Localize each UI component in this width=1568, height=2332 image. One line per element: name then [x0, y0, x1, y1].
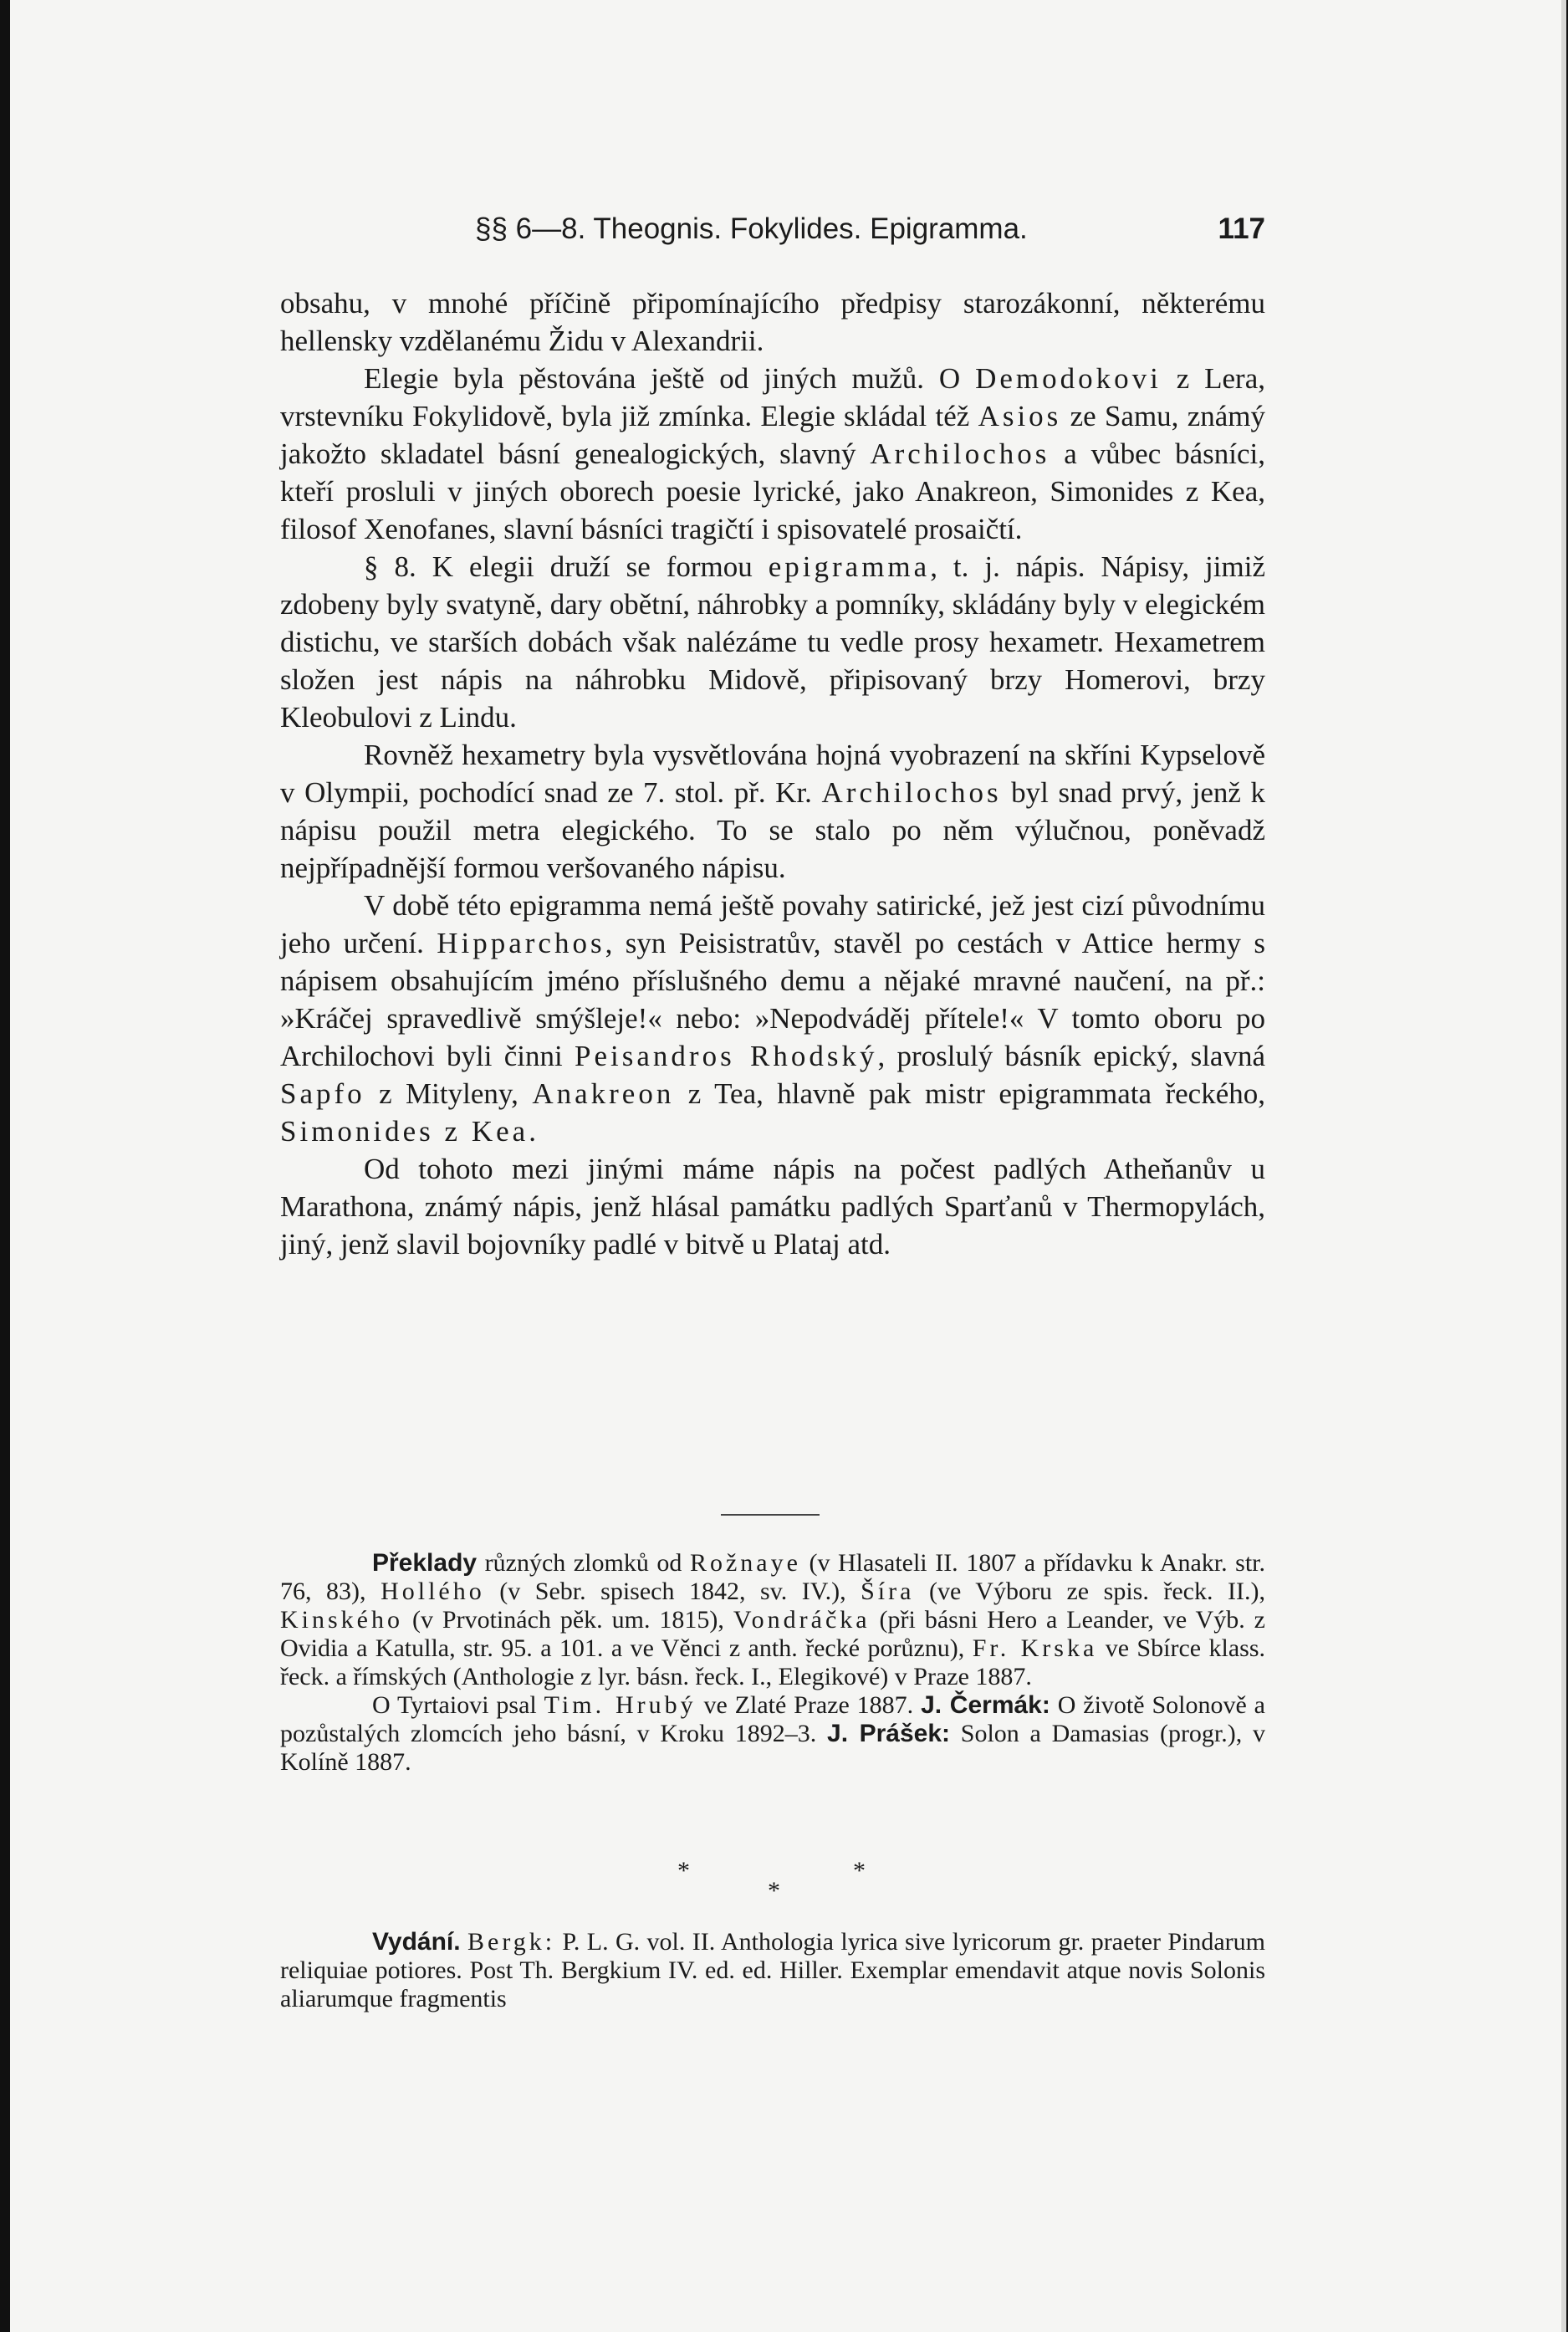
spaced-name: epigramma: [768, 550, 931, 583]
paragraph: [280, 887, 1265, 1150]
spaced-name: Šíra: [861, 1578, 915, 1605]
spaced-name: Simonides z Kea: [280, 1115, 529, 1148]
spaced-name: Demodokovi: [975, 362, 1162, 395]
spaced-name: Vondráčka: [733, 1606, 871, 1634]
page-number: 117: [1218, 212, 1265, 245]
note-label: Vydání.: [372, 1928, 461, 1956]
editions-section: [280, 1928, 1265, 2013]
page-header: [280, 206, 1265, 253]
text-run: , proslulý básník epický, slavná: [877, 1040, 1266, 1072]
spaced-name: Hipparchos: [437, 927, 605, 959]
text-run: O Tyrtaiovi psal: [372, 1691, 544, 1719]
note-paragraph: [280, 1549, 1265, 1691]
text-run: ve Zlaté Praze 1887.: [696, 1691, 922, 1719]
text-run: Rovněž hexametry byla vysvětlována hojná vyobrazení na skříni Kypselově v Olympii, pochodící snad ze 7. stol. př. Kr.: [280, 739, 1265, 809]
spaced-name: Rožnaye: [689, 1549, 801, 1577]
spaced-name: Peisandros Rhodský: [575, 1040, 878, 1072]
asterisk: *: [768, 1877, 780, 1905]
text-run: § 8. K elegii druží se formou: [364, 550, 769, 583]
spaced-name: Fr. Krska: [972, 1634, 1098, 1662]
text-run: z Lera, vrstevníku Fokylidově, byla již zmínka. Elegie skládal též: [280, 362, 1265, 432]
author-name: J. Čermák:: [921, 1691, 1050, 1719]
running-head: §§ 6—8. Theognis. Fokylides. Epigramma.: [475, 212, 1028, 245]
paragraph: [280, 1150, 1265, 1263]
text-run: .: [529, 1115, 536, 1148]
text-run: (ve Výboru ze spis. řeck. II.),: [914, 1578, 1265, 1605]
paragraph: [280, 284, 1265, 360]
text-run: ze Samu, známý jakožto skladatel básní genealogických, slavný: [280, 400, 1265, 470]
text-run: Elegie byla pěstována ještě od jiných mužů. O: [364, 362, 976, 395]
text-run: P. L. G. vol. II. Anthologia lyrica sive lyricorum gr. praeter Pindarum reliquiae potiores. Post Th. Bergkium IV. ed. ed. Hiller. Exemplar emendavit atque novis Solonis aliarumque fragmentis: [280, 1928, 1266, 2012]
spaced-name: Archilochos: [821, 776, 1002, 809]
spaced-name: Asios: [978, 400, 1062, 432]
spaced-name: Sapfo: [280, 1077, 365, 1110]
text-run: (v Sebr. spisech 1842, sv. IV.),: [484, 1578, 861, 1605]
note-paragraph: [280, 1928, 1265, 2013]
text-run: různých zlomků od: [477, 1549, 690, 1577]
text-run: z Mityleny,: [365, 1077, 533, 1110]
note-paragraph: [280, 1691, 1265, 1777]
text-run: , syn Peisistratův, stavěl po cestách v Attice hermy s nápisem obsahujícím jméno příslušného demu a nějaké mravné naučení, na př.: »Kráčej spravedlivě smýšleje!« nebo: »Nepodváděj přítele!« V tomto oboru po Archilochovi byli činni: [280, 927, 1265, 1072]
text-run: a vůbec básníci, kteří prosluli v jiných oborech poesie lyrické, jako Anakreon, Simonides z Kea, filosof Xenofanes, slavní básníci tragičtí i spisovatelé prosaičtí.: [280, 437, 1265, 545]
main-text: [280, 284, 1265, 1263]
author-name: J. Prášek:: [827, 1720, 951, 1747]
spaced-name: Anakreon: [532, 1077, 675, 1110]
paragraph: [280, 736, 1265, 887]
text-run: (v Hlasateli II. 1807 a přídavku k Anakr. str. 76, 83),: [280, 1549, 1265, 1605]
text-run: Solon a Damasias (progr.), v Kolíně 1887.: [280, 1720, 1265, 1776]
spaced-name: Tim. Hrubý: [544, 1691, 697, 1719]
asterisk: *: [853, 1857, 866, 1885]
text-run: z Tea, hlavně pak mistr epigrammata řeckého,: [674, 1077, 1266, 1110]
section-divider: [721, 1514, 820, 1516]
text-run: (při básni Hero a Leander, ve Výb. z Ovidia a Katulla, str. 95. a 101. a ve Věnci z anth. řecké porůznu),: [280, 1606, 1265, 1662]
spaced-name: Kinského: [280, 1606, 403, 1634]
text-run: , t. j. nápis. Nápisy, jimiž zdobeny byly svatyně, dary obětní, náhrobky a pomníky, skládány byly v elegickém distichu, ve starších dobách však nalézáme tu vedle prosy hexametr. Hexametrem složen jest nápis na náhrobku Midově, připisovaný brzy Homerovi, brzy Kleobulovi z Lindu.: [280, 550, 1265, 734]
text-run: O životě Solonově a pozůstalých zlomcích jeho básní, v Kroku 1892–3.: [280, 1691, 1265, 1747]
text-run: obsahu, v mnohé příčině připomínajícího předpisy starozákonní, některému hellensky vzdělanému Židu v Alexandrii.: [280, 287, 1265, 357]
text-run: (v Prvotinách pěk. um. 1815),: [403, 1606, 733, 1634]
spaced-name: Hollého: [381, 1578, 485, 1605]
asterism: [669, 1857, 886, 1907]
text-run: byl snad prvý, jenž k nápisu použil metra elegického. To se stalo po něm výlučnou, poněvadž nejpřípadnější formou veršovaného nápisu.: [280, 776, 1266, 884]
paragraph: [280, 360, 1265, 548]
note-label: Překlady: [372, 1549, 478, 1577]
text-run: Od tohoto mezi jinými máme nápis na počest padlých Atheňanův u Marathona, známý nápis, jenž hlásal památku padlých Sparťanů v Thermopylách, jiný, jenž slavil bojovníky padlé v bitvě u Plataj atd.: [280, 1153, 1265, 1261]
spaced-name: Archilochos: [870, 437, 1050, 470]
text-run: V době této epigramma nemá ještě povahy satirické, jež jest cizí původnímu jeho určení.: [280, 889, 1265, 959]
asterisk: *: [677, 1857, 690, 1885]
paragraph: [280, 548, 1265, 736]
bibliography-notes: [280, 1549, 1265, 1777]
text-run: ve Sbírce klass. řeck. a římských (Anthologie z lyr. básn. řeck. I., Elegikové) v Praze 1887.: [280, 1634, 1265, 1690]
spaced-name: Bergk:: [467, 1928, 556, 1956]
